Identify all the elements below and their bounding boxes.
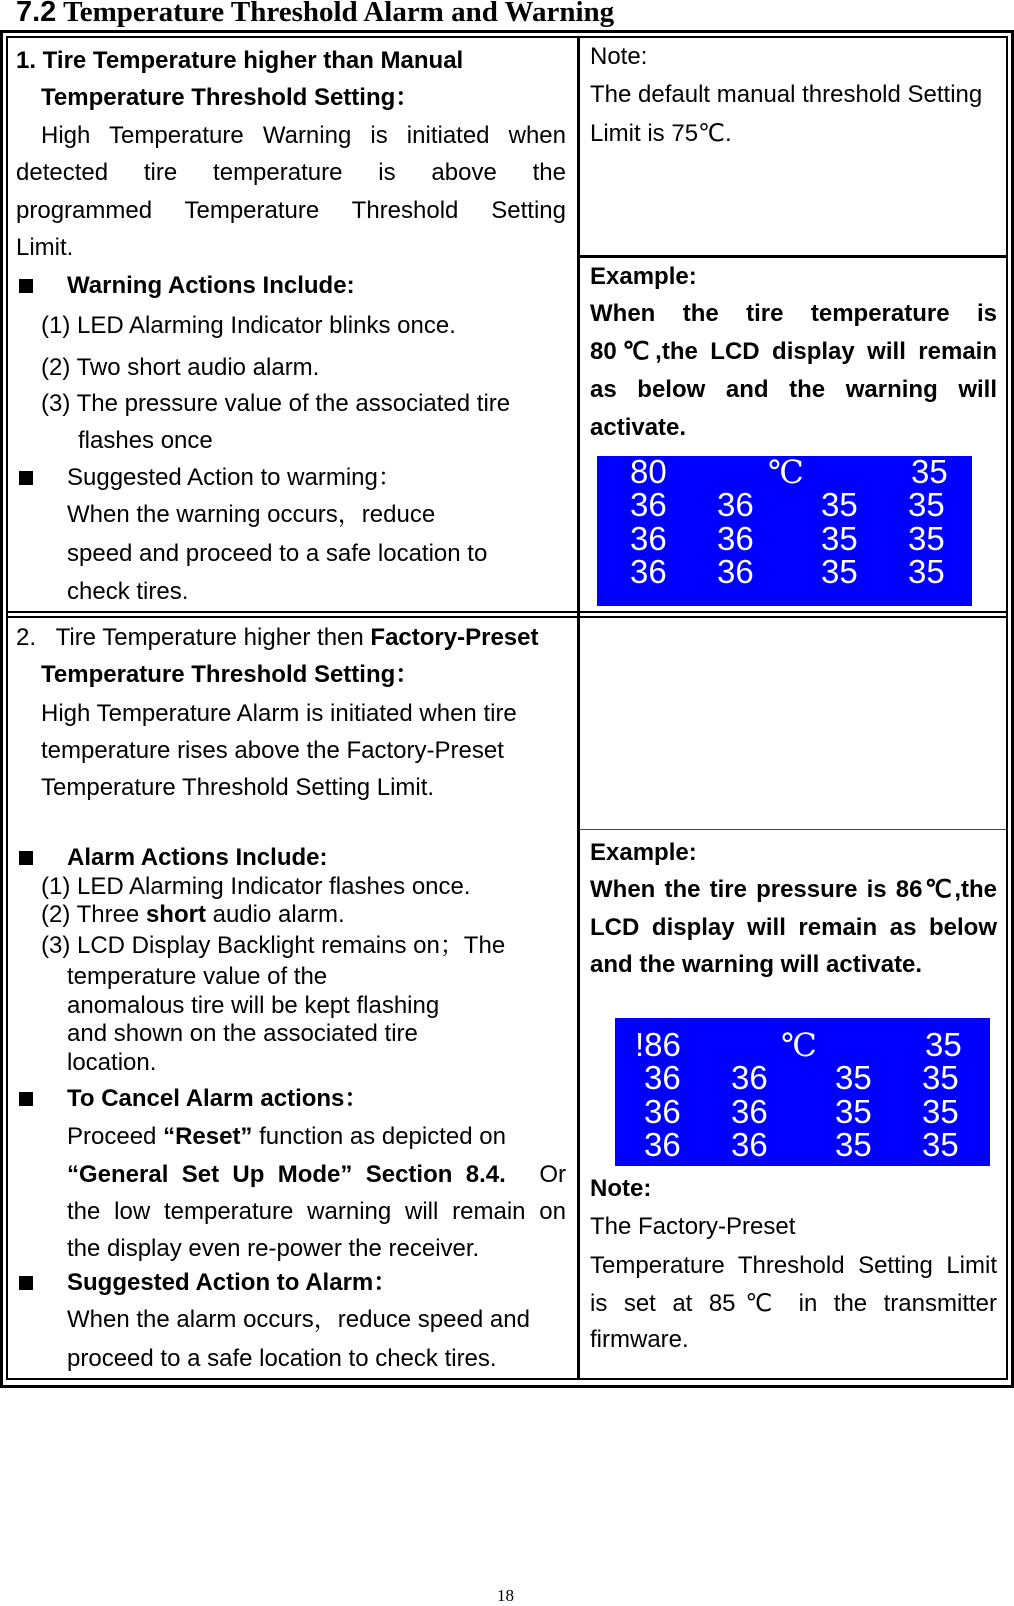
action-item: (3) The pressure value of the associated tire (41, 390, 511, 417)
lcd-value: 35 (925, 1026, 962, 1063)
lcd-value: 36 (630, 553, 667, 590)
cancel-line: the display even re-power the receiver. (67, 1235, 480, 1262)
suggested-line: speed and proceed to a safe location to (67, 540, 488, 567)
text: audio alarm. (205, 901, 345, 928)
row-divider (7, 616, 1007, 618)
action-item: temperature value of the (67, 963, 328, 990)
lcd-value: 80 (630, 453, 667, 490)
section-title (16, 0, 614, 29)
heading: Temperature Threshold Setting： (41, 84, 420, 111)
lcd-value: 36 (717, 486, 754, 523)
lcd-value: 36 (644, 1059, 681, 1096)
cancel-title: To Cancel Alarm actions： (67, 1085, 369, 1112)
lcd-value: 35 (835, 1093, 872, 1130)
paragraph-line: Temperature Threshold Setting Limit. (41, 774, 435, 801)
suggested-line: check tires. (67, 578, 189, 605)
note-line: Limit is 75℃. (590, 120, 732, 147)
lcd-value: 35 (922, 1126, 959, 1163)
section-title-text: Temperature Threshold Alarm and Warning (63, 0, 615, 28)
lcd-value: 35 (835, 1126, 872, 1163)
cancel-line: the low temperature warning will remain on (67, 1198, 566, 1225)
heading-text: 2. Tire Temperature higher then (16, 624, 371, 651)
lcd-value: 35 (835, 1059, 872, 1096)
lcd-value: 35 (908, 520, 945, 557)
actions-title: Alarm Actions Include: (67, 844, 328, 871)
lcd-value: 36 (731, 1059, 768, 1096)
suggested-line: When the warning occurs，reduce (67, 501, 436, 528)
text: (2) Three (41, 901, 146, 928)
cell-divider (579, 255, 1006, 258)
cancel-line (67, 1123, 506, 1151)
note-title: Note: (590, 43, 648, 70)
action-item: (1) LED Alarming Indicator blinks once. (41, 312, 456, 339)
example-title: Example: (590, 263, 697, 290)
action-item: location. (67, 1049, 157, 1076)
action-item: anomalous tire will be kept flashing (67, 992, 440, 1019)
bullet-square-icon (19, 1276, 33, 1290)
example-line: When the tire temperature is (590, 300, 997, 327)
suggested-title: Suggested Action to Alarm： (67, 1269, 398, 1296)
lcd-value: 36 (644, 1093, 681, 1130)
suggested-line: When the alarm occurs，reduce speed and (67, 1306, 530, 1333)
lcd-value: 35 (911, 453, 948, 490)
lcd-value: 35 (821, 486, 858, 523)
lcd-unit: ℃ (781, 1026, 817, 1064)
example-line: activate. (590, 414, 687, 441)
lcd-value: 35 (908, 486, 945, 523)
page-number: 18 (497, 1586, 514, 1605)
lcd-display-alarm (615, 1018, 990, 1166)
lcd-value: 36 (731, 1093, 768, 1130)
lcd-value: !86 (635, 1026, 681, 1063)
bullet-square-icon (19, 471, 33, 485)
text: Proceed (67, 1123, 164, 1150)
bullet-square-icon (19, 279, 33, 293)
paragraph-line: Limit. (16, 234, 74, 261)
action-item: and shown on the associated tire (67, 1020, 418, 1047)
lcd-value: 36 (644, 1126, 681, 1163)
lcd-value: 36 (630, 520, 667, 557)
example-line: LCD display will remain as below (590, 914, 997, 941)
lcd-value: 35 (821, 520, 858, 557)
column-divider (577, 37, 580, 1379)
paragraph-line: detected tire temperature is above the (16, 159, 566, 186)
heading: 1. Tire Temperature higher than Manual (16, 47, 464, 74)
note-line: The Factory-Preset (590, 1213, 796, 1240)
example-line: 80℃,the LCD display will remain (590, 338, 997, 365)
example-line: and the warning will activate. (590, 951, 923, 978)
lcd-value: 35 (922, 1059, 959, 1096)
example-line: When the tire pressure is 86℃,the (590, 876, 997, 903)
paragraph-line: High Temperature Alarm is initiated when tire (41, 700, 517, 727)
cancel-line (67, 1161, 566, 1189)
paragraph-line: High Temperature Warning is initiated when (41, 122, 566, 149)
text-bold: “General Set Up Mode” Section 8.4. (67, 1161, 506, 1188)
note-line: Temperature Threshold Setting Limit (590, 1252, 997, 1279)
lcd-value: 36 (630, 486, 667, 523)
bullet-square-icon (19, 851, 33, 865)
bullet-square-icon (19, 1092, 33, 1106)
note-line: The default manual threshold Setting (590, 81, 983, 108)
lcd-unit: ℃ (768, 453, 804, 491)
note-line: is set at 85℃ in the transmitter (590, 1290, 997, 1317)
lcd-value: 35 (922, 1093, 959, 1130)
cell-divider (579, 829, 1006, 830)
action-item: (3) LCD Display Backlight remains on；The (41, 932, 506, 959)
text: function as depicted on (252, 1123, 506, 1150)
lcd-display-warning (597, 453, 972, 606)
lcd-value: 35 (908, 553, 945, 590)
heading: Temperature Threshold Setting： (41, 661, 420, 688)
note-title: Note: (590, 1175, 652, 1202)
example-line: as below and the warning will (590, 376, 997, 403)
paragraph-line: programmed Temperature Threshold Setting (16, 197, 566, 224)
actions-title: Warning Actions Include: (67, 272, 355, 299)
text-bold: “Reset” (163, 1123, 253, 1150)
lcd-value: 35 (821, 553, 858, 590)
lcd-value: 36 (717, 520, 754, 557)
suggested-title: Suggested Action to warming： (67, 464, 402, 491)
heading (16, 624, 539, 652)
section-number: 7.2 (16, 0, 57, 28)
lcd-value: 36 (717, 553, 754, 590)
action-item: (2) Two short audio alarm. (41, 354, 320, 381)
text-bold: short (145, 901, 206, 928)
note-line: firmware. (590, 1326, 689, 1353)
paragraph-line: temperature rises above the Factory-Preset (41, 737, 504, 764)
example-title: Example: (590, 839, 697, 866)
action-item: flashes once (78, 427, 213, 454)
heading-bold: Factory-Preset (370, 624, 539, 651)
row-divider (7, 611, 1007, 613)
text: Or (526, 1161, 566, 1188)
suggested-line: proceed to a safe location to check tires. (67, 1345, 497, 1372)
lcd-value: 36 (731, 1126, 768, 1163)
action-item (41, 901, 345, 929)
action-item: (1) LED Alarming Indicator flashes once. (41, 873, 471, 900)
